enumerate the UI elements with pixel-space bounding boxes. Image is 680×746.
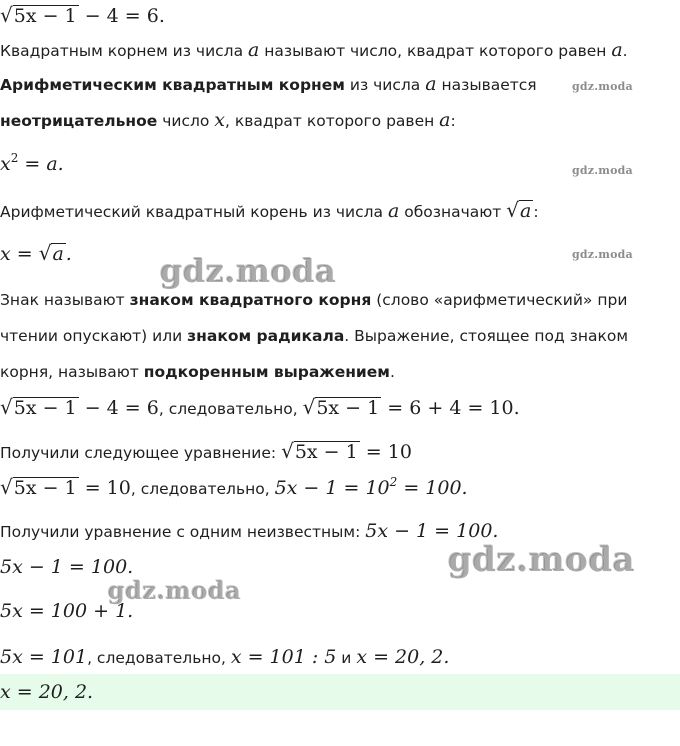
definition-arithmetic-root-cont: неотрицательное число x, квадрат которого равен a: bbox=[0, 109, 456, 131]
step-square-both-sides: √5x − 1 = 10, следовательно, $5x - 1 = 10^2 = 100$. bbox=[0, 475, 468, 499]
formula-x-squared: $x^2 = a$. bbox=[0, 151, 64, 175]
radical: √5x − 1 bbox=[0, 3, 77, 27]
watermark-large: gdz.moda bbox=[160, 252, 337, 290]
definition-square-root: Квадратным корнем из числа a называют число, квадрат которого равен a. bbox=[0, 39, 628, 61]
final-answer: x = 20, 2. bbox=[0, 681, 94, 703]
watermark-small: gdz.moda bbox=[572, 248, 633, 261]
radical: √5x − 1 bbox=[0, 395, 77, 419]
step-divide: 5x = 101, следовательно, x = 101 : 5 и x = 20, 2. bbox=[0, 646, 450, 668]
radical: √5x − 1 bbox=[302, 395, 380, 419]
watermark-large: gdz.moda bbox=[448, 540, 636, 580]
notation-sentence: Арифметический квадратный корень из числа a обозначают √a : bbox=[0, 198, 539, 222]
radical: √5x − 1 bbox=[0, 475, 77, 499]
step-isolate-root: √5x − 1 − 4 = 6, следовательно, √5x − 1 = 6 + 4 = 10. bbox=[0, 395, 520, 419]
definition-arithmetic-root: Арифметическим квадратным корнем из числа a называется bbox=[0, 73, 537, 95]
radicand-text: корня, называют подкоренным выражением. bbox=[0, 363, 395, 381]
step-add: 5x = 100 + 1. bbox=[0, 600, 134, 622]
radical: √a bbox=[506, 198, 532, 222]
step-equation: 5x − 1 = 100. bbox=[0, 556, 134, 578]
radical: √5x − 1 bbox=[281, 439, 358, 463]
step-new-equation: Получили следующее уравнение: √5x − 1 = 10 bbox=[0, 439, 412, 463]
step-linear-equation: Получили уравнение с одним неизвестным: 5x − 1 = 100. bbox=[0, 520, 499, 542]
watermark-small: gdz.moda bbox=[572, 164, 633, 177]
radical-sign-text-cont: чтении опускают) или знаком радикала. Выражение, стоящее под знаком bbox=[0, 327, 629, 345]
watermark-small: gdz.moda bbox=[572, 80, 633, 93]
radical-sign-text: Знак называют знаком квадратного корня (слово «арифметический» при bbox=[0, 291, 628, 309]
formula-x-sqrt-a: x = √a . bbox=[0, 241, 72, 265]
radical: √a bbox=[38, 241, 64, 265]
watermark-large: gdz.moda bbox=[108, 576, 242, 605]
equation-original: √5x − 1 − 4 = 6. bbox=[0, 3, 165, 27]
answer-highlight bbox=[0, 674, 680, 710]
